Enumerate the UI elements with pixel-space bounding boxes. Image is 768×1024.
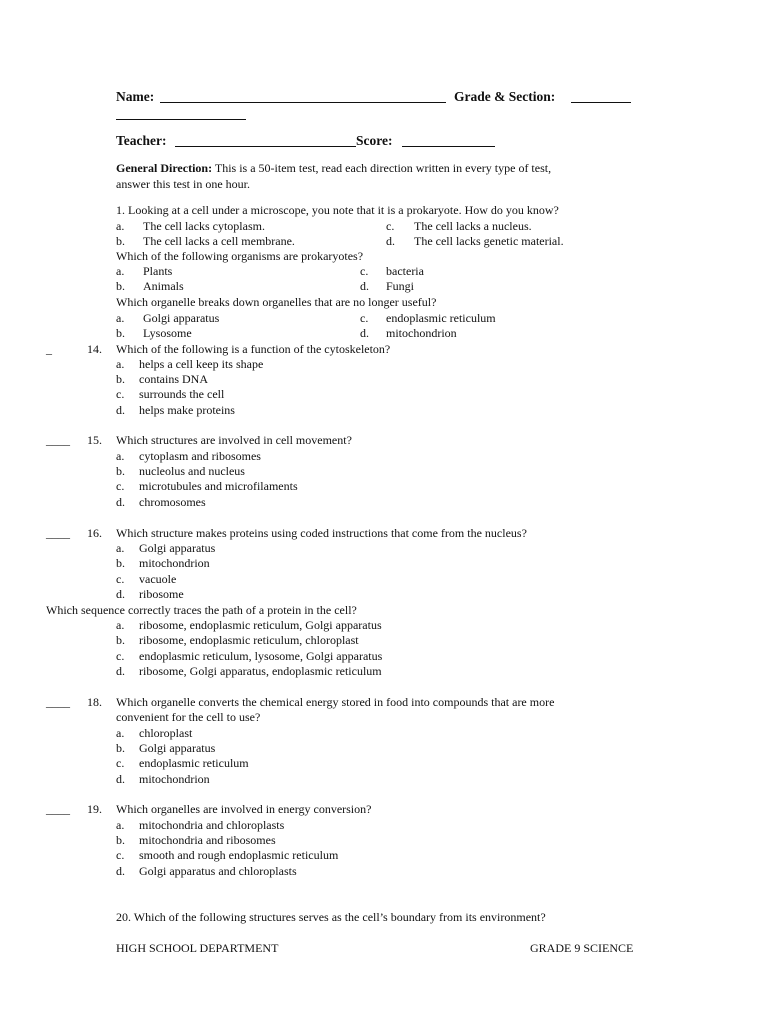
question-14-answer-blank[interactable]: _ xyxy=(46,342,52,356)
question-17-letter-c: c. xyxy=(116,649,125,663)
question-2-option-d: Fungi xyxy=(386,279,415,293)
question-17-stem: Which sequence correctly traces the path of a protein in the cell? xyxy=(46,603,357,617)
question-16-letter-d: d. xyxy=(116,587,125,601)
question-3-option-b: Lysosome xyxy=(143,326,192,340)
question-18-letter-d: d. xyxy=(116,772,125,786)
question-3-letter-a: a. xyxy=(116,311,125,325)
question-17-option-b: ribosome, endoplasmic reticulum, chloroplast xyxy=(139,633,359,647)
question-1-letter-d: d. xyxy=(386,234,395,248)
question-14-number: 14. xyxy=(87,342,102,356)
teacher-field-line[interactable] xyxy=(175,146,356,147)
question-19-letter-c: c. xyxy=(116,848,125,862)
question-18-option-a: chloroplast xyxy=(139,726,193,740)
question-15-answer-blank[interactable]: ____ xyxy=(46,433,70,447)
question-14-option-d: helps make proteins xyxy=(139,403,235,417)
question-15-letter-b: b. xyxy=(116,464,125,478)
question-18-option-b: Golgi apparatus xyxy=(139,741,216,755)
question-2-letter-b: b. xyxy=(116,279,125,293)
question-14-option-c: surrounds the cell xyxy=(139,387,225,401)
question-18-answer-blank[interactable]: ____ xyxy=(46,695,70,709)
question-2-option-b: Animals xyxy=(143,279,184,293)
question-14-stem: Which of the following is a function of the cytoskeleton? xyxy=(116,342,391,356)
general-direction xyxy=(116,161,551,176)
footer-subject: GRADE 9 SCIENCE xyxy=(530,941,634,955)
question-18-number: 18. xyxy=(87,695,102,709)
question-16-option-d: ribosome xyxy=(139,587,184,601)
question-17-option-a: ribosome, endoplasmic reticulum, Golgi apparatus xyxy=(139,618,382,632)
question-2-letter-c: c. xyxy=(360,264,369,278)
question-1-option-d: The cell lacks genetic material. xyxy=(414,234,564,248)
question-16-letter-b: b. xyxy=(116,556,125,570)
teacher-label: Teacher: xyxy=(116,133,167,148)
question-19-option-d: Golgi apparatus and chloroplasts xyxy=(139,864,297,878)
question-2-letter-a: a. xyxy=(116,264,125,278)
question-19-option-c: smooth and rough endoplasmic reticulum xyxy=(139,848,339,862)
question-18-letter-b: b. xyxy=(116,741,125,755)
general-direction-label: General Direction: xyxy=(116,161,213,175)
question-19-stem: Which organelles are involved in energy conversion? xyxy=(116,802,372,816)
question-3-letter-c: c. xyxy=(360,311,369,325)
question-1-letter-a: a. xyxy=(116,219,125,233)
question-15-option-c: microtubules and microfilaments xyxy=(139,479,298,493)
question-3-option-a: Golgi apparatus xyxy=(143,311,220,325)
question-1-option-a: The cell lacks cytoplasm. xyxy=(143,219,265,233)
grade-section-field-line[interactable] xyxy=(571,102,631,103)
question-3-option-d: mitochondrion xyxy=(386,326,457,340)
grade-section-field-line-continued[interactable] xyxy=(116,119,246,120)
question-19-letter-b: b. xyxy=(116,833,125,847)
question-15-letter-a: a. xyxy=(116,449,125,463)
question-14-letter-b: b. xyxy=(116,372,125,386)
question-14-option-b: contains DNA xyxy=(139,372,208,386)
question-16-option-c: vacuole xyxy=(139,572,177,586)
question-16-answer-blank[interactable]: ____ xyxy=(46,526,70,540)
question-17-letter-d: d. xyxy=(116,664,125,678)
grade-section-label: Grade & Section: xyxy=(454,89,556,104)
name-field-line[interactable] xyxy=(160,102,446,103)
question-14-letter-a: a. xyxy=(116,357,125,371)
question-19-number: 19. xyxy=(87,802,102,816)
question-19-letter-a: a. xyxy=(116,818,125,832)
question-2-option-c: bacteria xyxy=(386,264,424,278)
question-1-letter-c: c. xyxy=(386,219,395,233)
question-19-option-a: mitochondria and chloroplasts xyxy=(139,818,285,832)
question-16-number: 16. xyxy=(87,526,102,540)
question-17-option-d: ribosome, Golgi apparatus, endoplasmic reticulum xyxy=(139,664,382,678)
question-1-option-c: The cell lacks a nucleus. xyxy=(414,219,532,233)
question-14-letter-d: d. xyxy=(116,403,125,417)
question-17-option-c: endoplasmic reticulum, lysosome, Golgi apparatus xyxy=(139,649,383,663)
question-3-letter-b: b. xyxy=(116,326,125,340)
question-3-option-c: endoplasmic reticulum xyxy=(386,311,496,325)
footer-department: HIGH SCHOOL DEPARTMENT xyxy=(116,941,279,955)
question-18-option-c: endoplasmic reticulum xyxy=(139,756,249,770)
question-16-stem: Which structure makes proteins using coded instructions that come from the nucleus? xyxy=(116,526,527,540)
question-15-option-b: nucleolus and nucleus xyxy=(139,464,245,478)
question-3-stem: Which organelle breaks down organelles that are no longer useful? xyxy=(116,295,437,309)
question-3-letter-d: d. xyxy=(360,326,369,340)
question-1-letter-b: b. xyxy=(116,234,125,248)
question-2-letter-d: d. xyxy=(360,279,369,293)
question-18-stem: Which organelle converts the chemical energy stored in food into compounds that are more xyxy=(116,695,555,709)
name-label: Name: xyxy=(116,89,155,104)
question-17-letter-a: a. xyxy=(116,618,125,632)
question-1-option-b: The cell lacks a cell membrane. xyxy=(143,234,295,248)
question-1-stem: 1. Looking at a cell under a microscope, you note that it is a prokaryote. How do you know? xyxy=(116,203,559,217)
general-direction-text-2: answer this test in one hour. xyxy=(116,177,250,191)
question-2-stem: Which of the following organisms are prokaryotes? xyxy=(116,249,364,263)
question-18-letter-a: a. xyxy=(116,726,125,740)
question-18-stem-continued: convenient for the cell to use? xyxy=(116,710,261,724)
question-19-answer-blank[interactable]: ____ xyxy=(46,802,70,816)
question-16-option-a: Golgi apparatus xyxy=(139,541,216,555)
question-18-letter-c: c. xyxy=(116,756,125,770)
question-19-option-b: mitochondria and ribosomes xyxy=(139,833,276,847)
question-15-number: 15. xyxy=(87,433,102,447)
score-label: Score: xyxy=(356,133,393,148)
question-20-stem: 20. Which of the following structures serves as the cell’s boundary from its environment? xyxy=(116,910,546,924)
question-18-option-d: mitochondrion xyxy=(139,772,210,786)
question-14-option-a: helps a cell keep its shape xyxy=(139,357,264,371)
question-19-letter-d: d. xyxy=(116,864,125,878)
general-direction-text: This is a 50-item test, read each direction written in every type of test, xyxy=(212,161,552,175)
score-field-line[interactable] xyxy=(402,146,495,147)
question-15-option-d: chromosomes xyxy=(139,495,206,509)
question-15-option-a: cytoplasm and ribosomes xyxy=(139,449,261,463)
question-14-letter-c: c. xyxy=(116,387,125,401)
question-16-letter-c: c. xyxy=(116,572,125,586)
question-17-letter-b: b. xyxy=(116,633,125,647)
question-2-option-a: Plants xyxy=(143,264,173,278)
question-16-option-b: mitochondrion xyxy=(139,556,210,570)
question-16-letter-a: a. xyxy=(116,541,125,555)
question-15-stem: Which structures are involved in cell movement? xyxy=(116,433,352,447)
question-15-letter-c: c. xyxy=(116,479,125,493)
question-15-letter-d: d. xyxy=(116,495,125,509)
